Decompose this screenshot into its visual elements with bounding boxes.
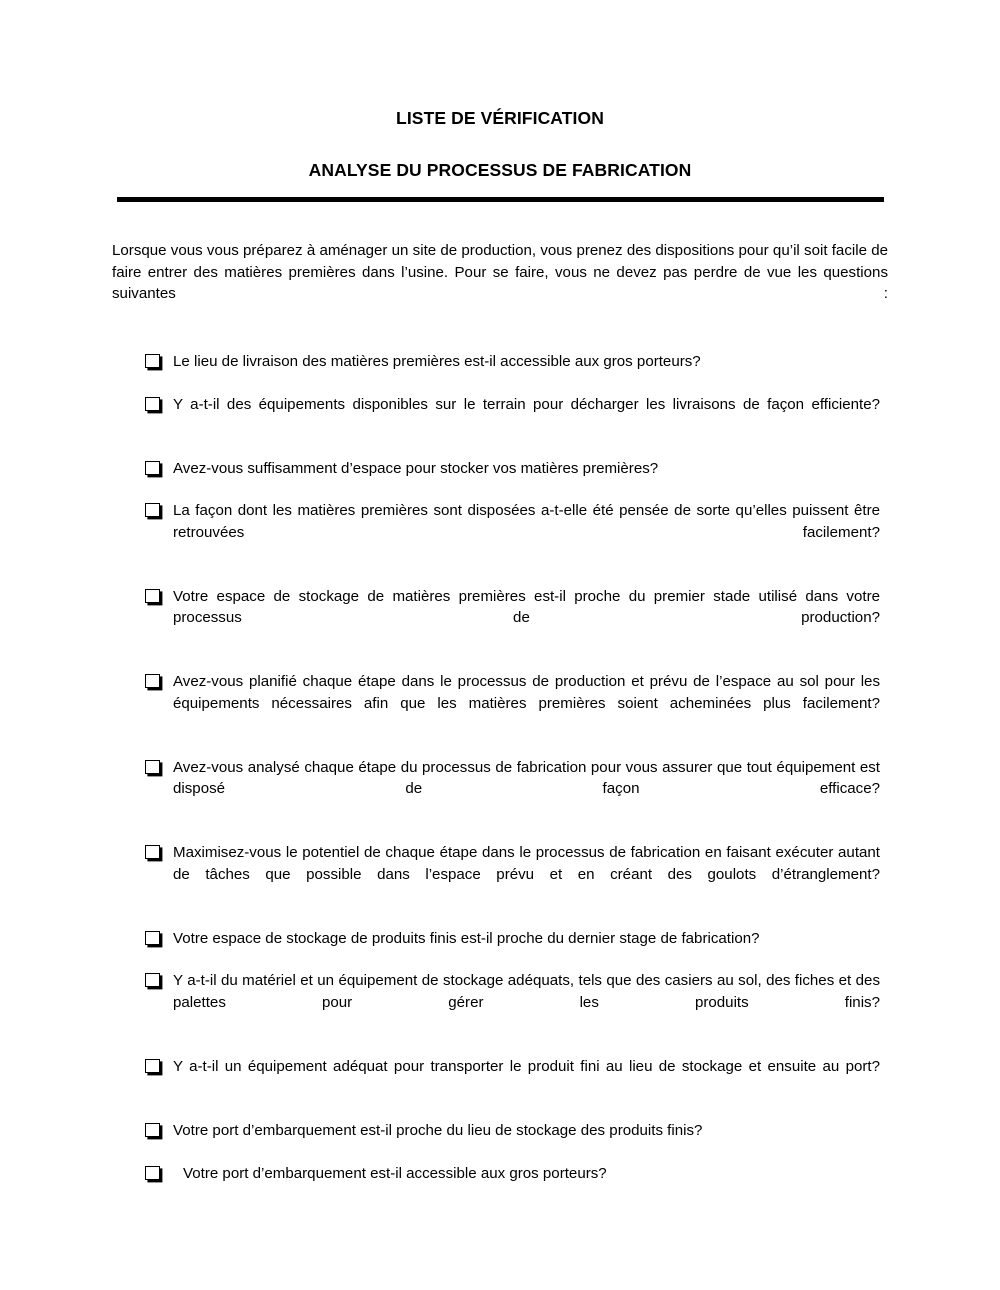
checklist-item-label: Y a-t-il un équipement adéquat pour transporter le produit fini au lieu de stockage et ensuite au port? [173,1057,880,1075]
checklist [0,326,1000,1185]
checklist-item-label: Votre espace de stockage de produits finis est-il proche du dernier stage de fabrication? [173,929,760,947]
checkbox-empty-icon[interactable] [145,1166,160,1180]
checklist-item-label: Votre port d’embarquement est-il proche du lieu de stockage des produits finis? [173,1121,703,1139]
checkbox-empty-icon[interactable] [145,397,160,411]
checkbox-empty-icon[interactable] [145,674,160,688]
header-divider-wrap [0,181,1000,202]
page-title: LISTE DE VÉRIFICATION [396,108,604,128]
checkbox-empty-icon[interactable] [145,461,160,475]
checklist-item-label: Y a-t-il du matériel et un équipement de stockage adéquats, tels que des casiers au sol, des fiches et des palettes pour gérer les produits finis? [173,972,880,1011]
intro-paragraph: Lorsque vous vous préparez à aménager un site de production, vous prenez des dispositions pour qu’il soit facile de faire entrer des matières premières dans l’usine. Pour se faire, vous ne devez pas perdre de vue les questions suivantes : [112,242,888,302]
checklist-item[interactable] [145,351,880,373]
checklist-item[interactable] [145,842,880,907]
checkbox-empty-icon[interactable] [145,503,160,517]
checkbox-empty-icon[interactable] [145,1123,160,1137]
checklist-item[interactable] [145,1056,880,1099]
checklist-item-label: Y a-t-il des équipements disponibles sur le terrain pour décharger les livraisons de façon efficiente? [173,395,880,413]
checkbox-empty-icon[interactable] [145,845,160,859]
checklist-item[interactable] [145,586,880,651]
checklist-item[interactable] [145,757,880,822]
checkbox-empty-icon[interactable] [145,973,160,987]
checkbox-empty-icon[interactable] [145,589,160,603]
checklist-item[interactable] [145,671,880,736]
checkbox-empty-icon[interactable] [145,1059,160,1073]
checklist-item-label: Avez-vous planifié chaque étape dans le processus de production et prévu de l’espace au sol pour les équipements nécessaires afin que les matières premières soient acheminées plus facilement? [173,673,880,712]
checklist-item[interactable] [145,928,880,950]
checklist-item[interactable] [145,1120,880,1142]
checklist-item[interactable] [145,394,880,437]
checklist-item-label: Avez-vous analysé chaque étape du processus de fabrication pour vous assurer que tout équipement est disposé de façon efficace? [173,758,880,797]
checkbox-empty-icon[interactable] [145,760,160,774]
checklist-item[interactable] [145,458,880,480]
document-header [0,0,1000,181]
checklist-item-label: Avez-vous suffisamment d’espace pour stocker vos matières premières? [173,459,659,477]
checklist-item[interactable] [145,970,880,1035]
page-subtitle: ANALYSE DU PROCESSUS DE FABRICATION [308,160,692,180]
checklist-item[interactable] [145,1163,890,1185]
checklist-item-label: Votre port d’embarquement est-il accessible aux gros porteurs? [183,1165,607,1182]
checklist-item-label: Le lieu de livraison des matières premières est-il accessible aux gros porteurs? [173,353,701,370]
checklist-item-label: La façon dont les matières premières sont disposées a-t-elle été pensée de sorte qu’elles puissent être retrouvées facilement? [173,502,880,541]
checklist-item[interactable] [145,500,880,565]
checkbox-empty-icon[interactable] [145,931,160,945]
checkbox-empty-icon[interactable] [145,354,160,368]
checklist-item-label: Maximisez-vous le potentiel de chaque étape dans le processus de fabrication en faisant exécuter autant de tâches que possible dans l’espace prévu et en créant des goulots d’étranglement? [173,844,880,883]
checklist-item-label: Votre espace de stockage de matières premières est-il proche du premier stade utilisé dans votre processus de production? [173,587,880,626]
